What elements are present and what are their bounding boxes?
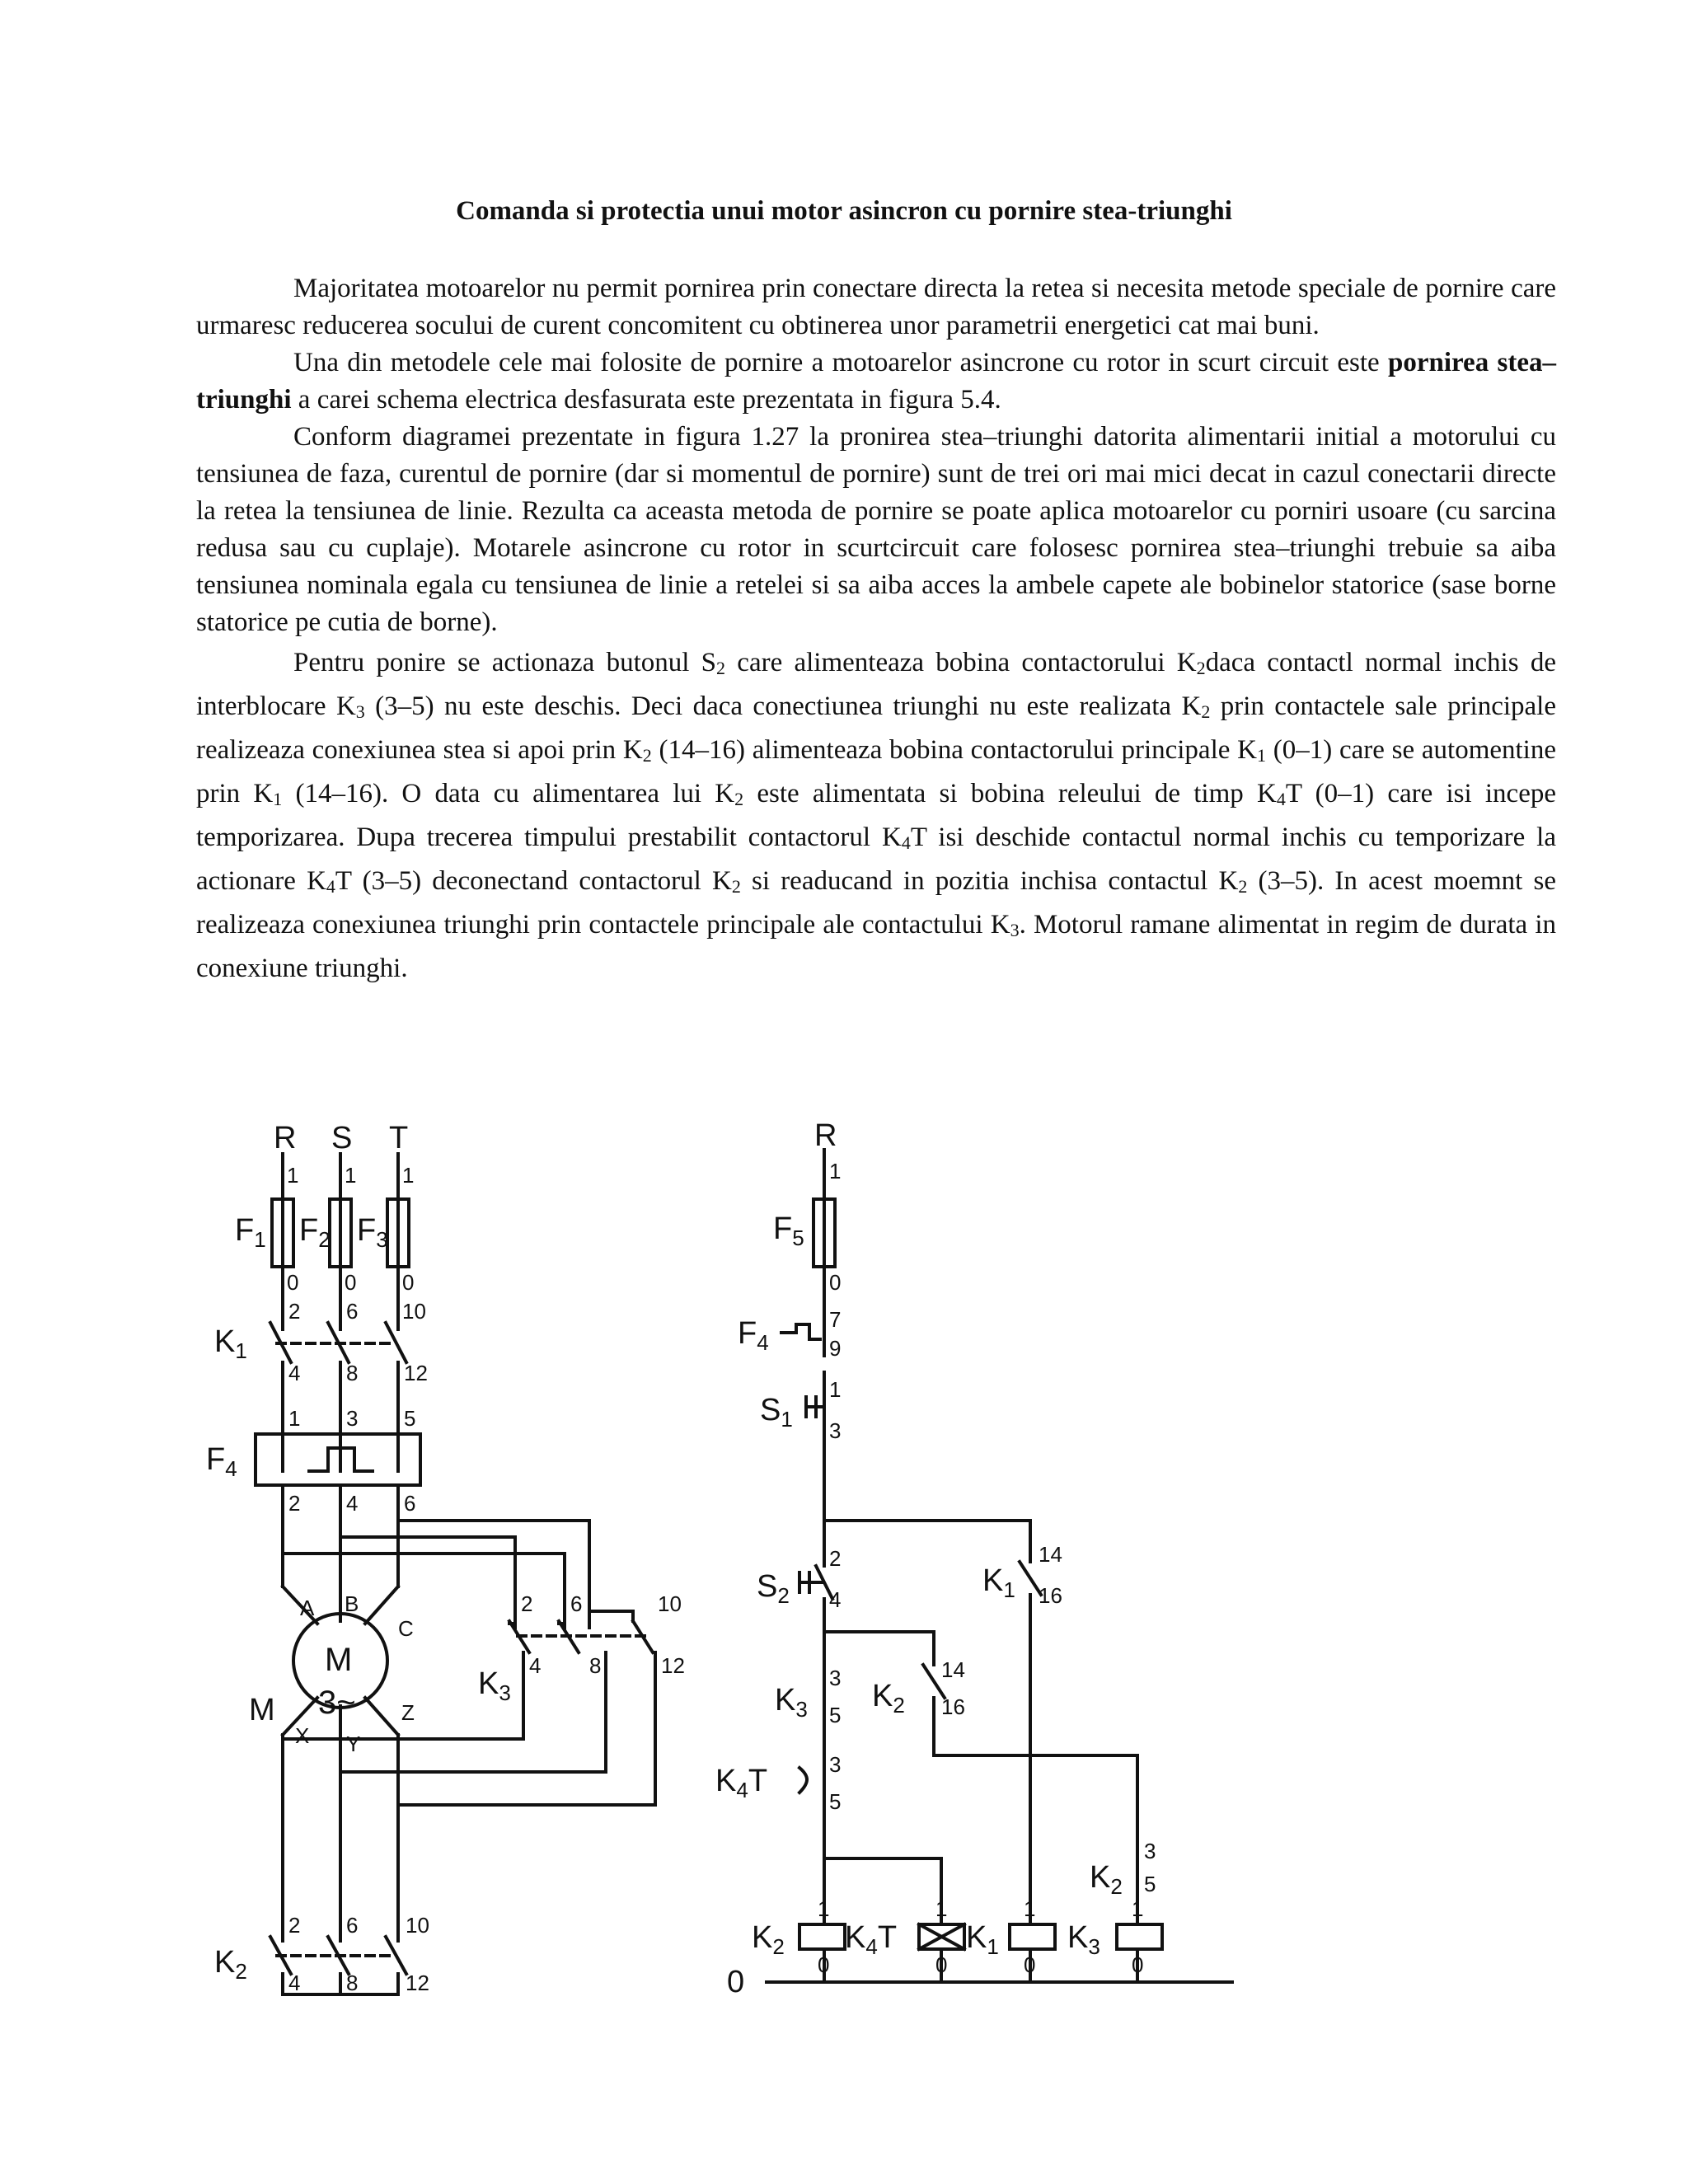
body-text <box>196 270 1556 991</box>
p4-t5: prin contactele sale principale realizeaza conexiunea stea si apoi prin K <box>196 691 1557 765</box>
k2-power-label <box>214 1945 247 1984</box>
p2-text-a: Una din metodele cele mai folosite de pornire a motoarelor asincrone cu rotor in scurt circuit este <box>293 348 1388 377</box>
c-s1-num1: 1 <box>829 1377 842 1402</box>
p4-s7: 1 <box>273 789 283 809</box>
f2-sub: 2 <box>318 1227 331 1252</box>
num-0-t: 0 <box>402 1270 415 1295</box>
fuse-f1-label <box>235 1213 266 1252</box>
power-circuit-wires <box>256 1154 655 1994</box>
coil-k4t-label <box>845 1920 897 1959</box>
terminal-x: X <box>295 1723 310 1748</box>
k1c-sub: 1 <box>1003 1577 1015 1602</box>
k4t-suffix: T <box>748 1764 768 1798</box>
paragraph-2 <box>196 344 1556 419</box>
f1-letter: F <box>235 1213 255 1248</box>
coil1-sub: 2 <box>772 1934 785 1959</box>
k4t-sub: 4 <box>736 1778 748 1802</box>
coil4-letter: K <box>1067 1920 1089 1955</box>
coil-k1-label <box>966 1920 999 1959</box>
f4-bot-2: 4 <box>346 1491 359 1516</box>
k2-letter: K <box>214 1945 236 1980</box>
p4-t10: T (0–1) care isi incepe temporizarea. Dupa trecerea timpului prestabilit contactorul K <box>196 779 1556 852</box>
phase-label-s: S <box>331 1121 353 1155</box>
k1-label <box>214 1324 247 1363</box>
p4-s5: 2 <box>642 745 652 766</box>
num-0-r: 0 <box>287 1270 299 1295</box>
s2-sub: 2 <box>777 1583 790 1608</box>
page-title: Comanda si protectia unui motor asincron cu pornire stea-triunghi <box>456 196 1232 226</box>
c-s2-num2: 4 <box>829 1587 842 1612</box>
coil3-sub: 1 <box>987 1934 999 1959</box>
p4-s3: 3 <box>355 701 365 722</box>
motor-symbol-m: M <box>325 1642 353 1678</box>
k1-control-label <box>982 1563 1015 1602</box>
f5-sub: 5 <box>792 1226 804 1250</box>
k2b-letter: K <box>1090 1860 1111 1895</box>
k2-top-2: 6 <box>346 1913 359 1938</box>
p4-s6: 1 <box>1256 745 1266 766</box>
p4-s11: 4 <box>326 876 335 897</box>
s1-label <box>760 1393 793 1432</box>
p4-t2: care alimenteaza bobina contactorului K <box>725 648 1197 677</box>
k2b-sub: 2 <box>1110 1874 1123 1899</box>
num-0-s: 0 <box>345 1270 357 1295</box>
c-coil4-n0: 0 <box>1132 1952 1144 1977</box>
k2-sub: 2 <box>235 1959 247 1984</box>
p2-bold-term: pornirea stea–triunghi <box>196 348 1556 415</box>
f4-sub: 4 <box>225 1456 237 1481</box>
f4-top-2: 3 <box>346 1406 359 1431</box>
p4-t6: (14–16) alimenteaza bobina contactorului principale K <box>651 735 1257 765</box>
k4t-letter: K <box>715 1764 737 1798</box>
c-f5-num: 0 <box>829 1270 842 1295</box>
c-coil3-n0: 0 <box>1024 1952 1036 1977</box>
k1-sub: 1 <box>235 1338 247 1363</box>
fuse-f3-label <box>357 1213 388 1252</box>
p4-t9: este alimentata si bobina releului de timp K <box>743 779 1277 808</box>
coil-k2-label <box>752 1920 785 1959</box>
power-terminal-numbers <box>287 1163 685 1995</box>
k4t-control-label <box>715 1764 767 1802</box>
k2-control-label <box>872 1679 905 1718</box>
paragraph-4 <box>196 641 1556 991</box>
k1-bot-3: 12 <box>404 1361 428 1385</box>
num-1-r: 1 <box>287 1163 299 1188</box>
p4-s9: 4 <box>1276 789 1286 809</box>
c-k3-num1: 3 <box>829 1666 842 1690</box>
coil-k3-label <box>1067 1920 1100 1959</box>
k3c-letter: K <box>775 1683 796 1718</box>
motor-symbol-phase: 3~ <box>318 1685 356 1721</box>
p4-t8: (14–16). O data cu alimentarea lui K <box>282 779 735 808</box>
p4-t11: T isi deschide contactul normal inchis cu temporizare la actionare K <box>196 823 1556 896</box>
c-coil2-n1: 1 <box>935 1896 948 1921</box>
k3c-sub: 3 <box>795 1697 808 1722</box>
c-k4t-num2: 5 <box>829 1789 842 1814</box>
f4-bot-3: 6 <box>404 1491 416 1516</box>
p4-t3: daca contactl normal inchis de interblocare K <box>196 648 1556 721</box>
c-r-num: 1 <box>829 1159 842 1183</box>
c-s2-num1: 2 <box>829 1546 842 1571</box>
k2-bot-3: 12 <box>406 1971 429 1995</box>
terminal-b: B <box>345 1591 359 1616</box>
c-k2b-num2: 5 <box>1144 1872 1156 1896</box>
circuit-diagram <box>190 1117 1261 2007</box>
k3-control-label <box>775 1683 808 1722</box>
terminal-a: A <box>300 1596 315 1620</box>
k2-top-3: 10 <box>406 1913 429 1938</box>
p4-t4: (3–5) nu este deschis. Deci daca conectiunea triunghi nu este realizata K <box>364 691 1202 721</box>
f3-sub: 3 <box>376 1227 388 1252</box>
p4-t7: (0–1) care se automentine prin K <box>196 735 1557 808</box>
f1-sub: 1 <box>254 1227 266 1252</box>
k1-top-2: 6 <box>346 1299 359 1324</box>
p4-t14: (3–5). In acest moemnt se realizeaza conexiunea triunghi prin contactele principale ale contactului K <box>196 866 1557 940</box>
paragraph-3: Conform diagramei prezentate in figura 1.27 la pronirea stea–triunghi datorita alimentarii initial a motorului cu tensiunea de faza, curentul de pornire (dar si momentul de pornire) sunt de trei ori mai mici decat in cazul conectarii directe la retea la tensiunea de linie. Rezulta ca aceasta metoda de pornire se poate aplica motoarelor cu porniri usoare (cu sarcina redusa sau cu cuplaje). Motarele asincrone cu rotor in scurtcircuit care folosesc pornirea stea–triunghi trebuie sa aiba tensiunea nominala egala cu tensiunea de linie a retelei si sa aiba acces la ambele capete ale bobinelor statorice (sase borne statorice pe cutia de borne). <box>196 422 1556 637</box>
coil1-letter: K <box>752 1920 773 1955</box>
paragraph-1: Majoritatea motoarelor nu permit pornirea prin conectare directa la retea si necesita metode speciale de pornire care urmaresc reducerea socului de curent concomitent cu obtinerea unor parametrii energetici cat mai buni. <box>196 274 1556 340</box>
f4-bot-1: 2 <box>288 1491 301 1516</box>
k2-bot-2: 8 <box>346 1971 359 1995</box>
coil3-letter: K <box>966 1920 987 1955</box>
k1-bot-1: 4 <box>288 1361 301 1385</box>
k3-bot-1: 4 <box>529 1653 542 1678</box>
f4-label <box>206 1442 237 1481</box>
c-k3-num2: 5 <box>829 1703 842 1727</box>
k3-sub: 3 <box>499 1680 511 1705</box>
f4c-letter: F <box>738 1316 757 1351</box>
f5-label <box>773 1212 804 1250</box>
k1c-letter: K <box>982 1563 1004 1598</box>
c-coil1-n0: 0 <box>818 1952 830 1977</box>
p4-s2: 2 <box>1196 658 1206 678</box>
terminal-y: Y <box>346 1732 361 1756</box>
c-f4-num1: 7 <box>829 1307 842 1332</box>
f4c-sub: 4 <box>757 1330 769 1355</box>
coil2-sub: 4 <box>865 1934 878 1959</box>
c-k2-num1: 14 <box>941 1657 965 1682</box>
s1-letter: S <box>760 1393 781 1427</box>
p4-s10: 4 <box>901 832 911 853</box>
c-k1-num1: 14 <box>1039 1542 1062 1567</box>
s2-label <box>757 1569 790 1608</box>
phase-label-t: T <box>389 1121 409 1155</box>
k2-top-1: 2 <box>288 1913 301 1938</box>
c-k2b-num1: 3 <box>1144 1839 1156 1863</box>
k3-top-3: 10 <box>658 1591 682 1616</box>
terminal-z: Z <box>401 1700 415 1725</box>
k1-top-1: 2 <box>288 1299 301 1324</box>
num-1-s: 1 <box>345 1163 357 1188</box>
c-k2-num2: 16 <box>941 1694 965 1719</box>
k3-top-2: 6 <box>570 1591 583 1616</box>
p4-s8: 2 <box>734 789 744 809</box>
k1-letter: K <box>214 1324 236 1359</box>
terminal-c: C <box>398 1616 414 1641</box>
f5-letter: F <box>773 1212 793 1246</box>
coil4-sub: 3 <box>1088 1934 1100 1959</box>
p4-s14: 3 <box>1010 920 1020 940</box>
c-k1-num2: 16 <box>1039 1583 1062 1608</box>
k2b-control-label <box>1090 1860 1123 1899</box>
f4-letter: F <box>206 1442 226 1477</box>
coil2-letter: K <box>845 1920 866 1955</box>
control-r-label: R <box>814 1118 837 1153</box>
f2-letter: F <box>299 1213 319 1248</box>
k1-bot-2: 8 <box>346 1361 359 1385</box>
p4-t15: . Motorul ramane alimentat in regim de durata in conexiune triunghi. <box>196 910 1556 983</box>
k3-top-1: 2 <box>521 1591 533 1616</box>
phase-label-r: R <box>274 1121 297 1155</box>
p4-t13: si readucand in pozitia inchisa contactul K <box>740 866 1239 896</box>
c-coil1-n1: 1 <box>818 1896 830 1921</box>
p4-t1: Pentru ponire se actionaza butonul S <box>293 648 717 677</box>
p4-s13: 2 <box>1238 876 1248 897</box>
num-1-t: 1 <box>402 1163 415 1188</box>
s2-letter: S <box>757 1569 778 1604</box>
f4-top-1: 1 <box>288 1406 301 1431</box>
c-k4t-num1: 3 <box>829 1752 842 1777</box>
p2-text-b: a carei schema electrica desfasurata este prezentata in figura 5.4. <box>291 385 1001 415</box>
k3-power-label <box>478 1666 511 1705</box>
k3-bot-3: 12 <box>661 1653 685 1678</box>
p4-s1: 2 <box>716 658 726 678</box>
k2c-sub: 2 <box>893 1693 905 1718</box>
f4-top-3: 5 <box>404 1406 416 1431</box>
k3-letter: K <box>478 1666 499 1701</box>
p4-t12: T (3–5) deconectand contactorul K <box>335 866 732 896</box>
c-s1-num2: 3 <box>829 1418 842 1443</box>
c-coil2-n0: 0 <box>935 1952 948 1977</box>
p4-s12: 2 <box>731 876 741 897</box>
motor-side-label: M <box>249 1693 275 1727</box>
fuse-f2-label <box>299 1213 331 1252</box>
c-f4-num2: 9 <box>829 1336 842 1361</box>
coil2-suffix: T <box>877 1920 898 1955</box>
k2-bot-1: 4 <box>288 1971 301 1995</box>
k1-top-3: 10 <box>402 1299 426 1324</box>
zero-rail-label: 0 <box>727 1965 745 1999</box>
p4-s4: 2 <box>1201 701 1211 722</box>
c-coil3-n1: 1 <box>1024 1896 1036 1921</box>
s1-sub: 1 <box>781 1407 793 1432</box>
f3-letter: F <box>357 1213 377 1248</box>
k3-bot-2: 8 <box>589 1653 602 1678</box>
c-coil4-n1: 1 <box>1132 1896 1144 1921</box>
f4-control-label <box>738 1316 769 1355</box>
k2c-letter: K <box>872 1679 893 1713</box>
